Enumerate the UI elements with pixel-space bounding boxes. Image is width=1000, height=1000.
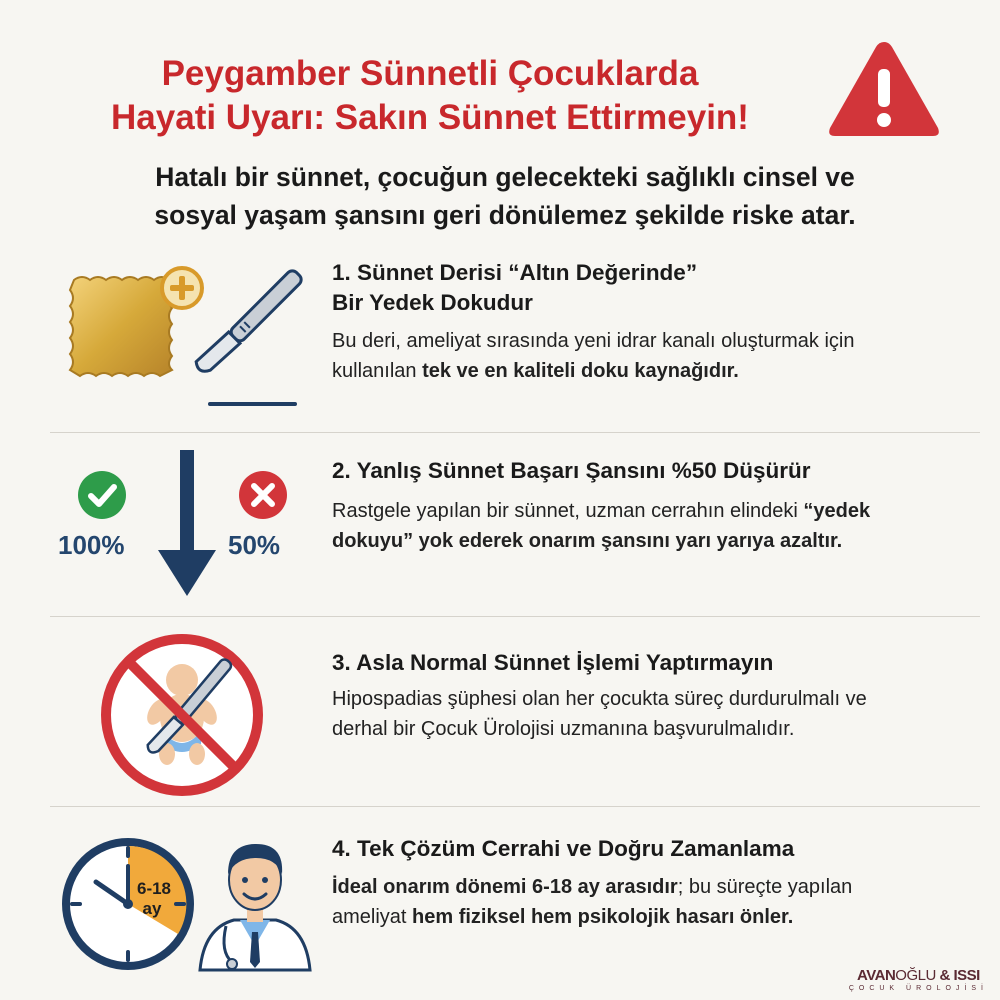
title-line-2: Hayati Uyarı: Sakın Sünnet Ettirmeyin! <box>111 98 749 137</box>
section-4-body-text: ; bu süreçte yapılan ameliyat <box>332 876 853 928</box>
section-4-body <box>332 872 932 932</box>
clock-label-bottom: ay <box>142 899 162 918</box>
section-1-body-bold: tek ve en kaliteli doku kaynağıdır. <box>422 360 739 382</box>
scalpel-icon <box>170 252 310 412</box>
subtitle-line-1: Hatalı bir sünnet, çocuğun gelecekteki sağlıklı cinsel ve <box>155 162 855 192</box>
section-1-body-text: Bu deri, ameliyat sırasında yeni idrar kanalı oluşturmak için kullanılan <box>332 330 855 382</box>
subtitle-line-2: sosyal yaşam şansını geri dönülemez şekilde riske atar. <box>154 200 856 230</box>
check-icon <box>72 465 132 525</box>
logo-subtitle: ÇOCUK ÜROLOJİSİ <box>848 985 988 992</box>
cross-icon <box>233 465 293 525</box>
logo-wordmark <box>849 967 988 984</box>
left-percent: 100% <box>58 530 125 560</box>
doctor-icon <box>190 822 320 972</box>
logo-part-1: AVAN <box>857 967 896 984</box>
section-1-heading-line-2: Bir Yedek Dokudur <box>332 290 533 315</box>
prohibited-sign-icon <box>97 630 267 800</box>
logo-part-3: & ISSI <box>935 967 980 984</box>
subtitle <box>40 158 970 234</box>
clock-label-top: 6-18 <box>136 879 172 898</box>
section-1-heading-line-1: 1. Sünnet Derisi “Altın Değerinde” <box>332 260 698 285</box>
section-4-body-bold-1: İdeal onarım dönemi 6-18 ay arasıdır <box>332 876 678 898</box>
page-title <box>60 52 800 140</box>
section-1-body <box>332 326 912 386</box>
divider-1 <box>50 432 980 433</box>
title-line-1: Peygamber Sünnetli Çocuklarda <box>161 54 699 93</box>
section-3-body: Hipospadias şüphesi olan her çocukta süreç durdurulmalı ve derhal bir Çocuk Ürolojisi uzmanına başvurulmalıdır. <box>332 688 867 740</box>
section-4-body-bold-2: hem fiziksel hem psikolojik hasarı önler. <box>412 906 794 928</box>
section-3-heading: 3. Asla Normal Sünnet İşlemi Yaptırmayın <box>332 650 774 675</box>
section-1-heading <box>332 258 972 318</box>
warning-triangle-icon <box>825 36 943 142</box>
section-2-heading: 2. Yanlış Sünnet Başarı Şansını %50 Düşürür <box>332 458 811 483</box>
divider-3 <box>50 806 980 807</box>
section-2-body <box>332 496 892 556</box>
divider-2 <box>50 616 980 617</box>
section-2-body-bold: “yedek dokuyu” yok ederek onarım şansını yarı yarıya azaltır. <box>332 500 871 552</box>
brand-logo <box>849 967 988 992</box>
section-2-body-text: Rastgele yapılan bir sünnet, uzman cerrahın elindeki <box>332 500 804 522</box>
logo-part-2: OĞLU <box>895 967 936 984</box>
section-4-heading: 4. Tek Çözüm Cerrahi ve Doğru Zamanlama <box>332 836 795 861</box>
clock-icon <box>58 834 198 974</box>
down-arrow-icon <box>152 450 222 600</box>
right-percent: 50% <box>228 530 281 560</box>
